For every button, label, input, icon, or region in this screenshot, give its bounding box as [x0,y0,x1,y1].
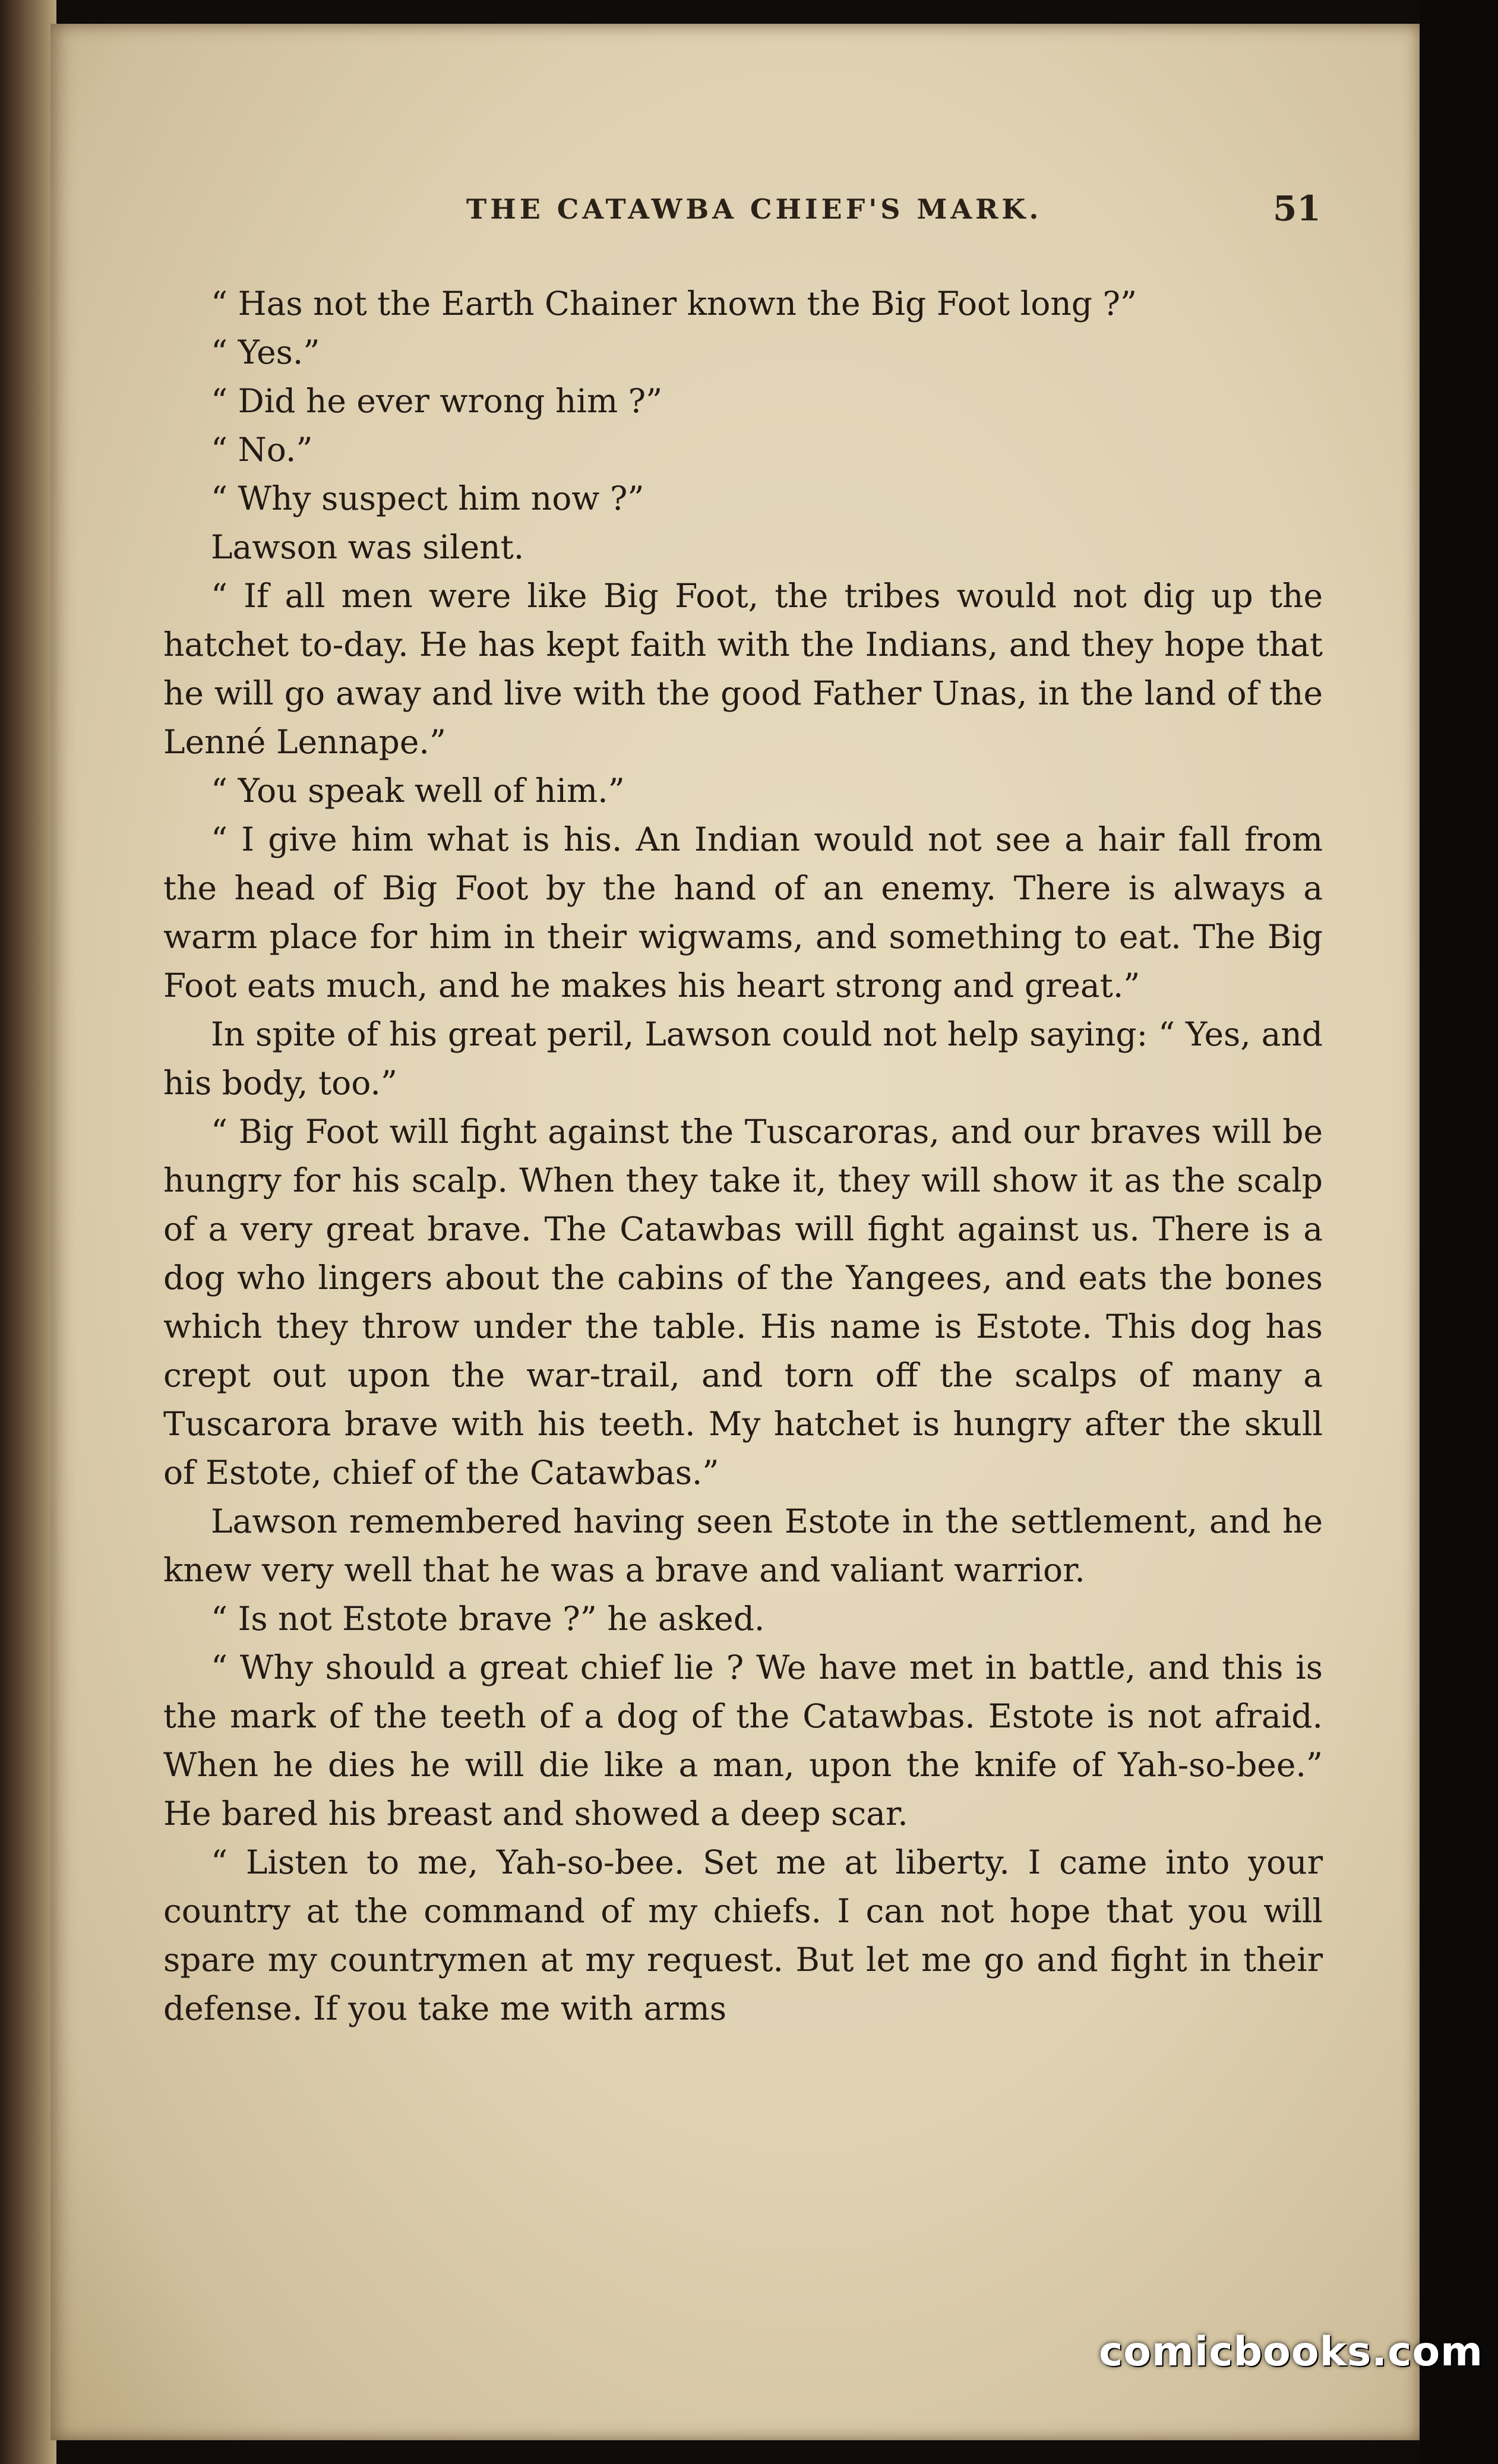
paragraph: “ Did he ever wrong him ?” [211,382,663,420]
paragraph: Lawson remembered having seen Estote in the settlement, and he knew very well that he was a brave and valiant warrior. [163,1502,1323,1589]
paragraph: “ No.” [211,431,313,469]
book-page [50,24,1420,2440]
paragraph: In spite of his great peril, Lawson could not help saying: “ Yes, and his body, too.” [163,1015,1323,1102]
running-title: THE CATAWBA CHIEF'S MARK. [466,193,1042,225]
paragraph: “ Why should a great chief lie ? We have met in battle, and this is the mark of the teeth of a dog of the Catawbas. Estote is not afraid. When he dies he will die like a man, upon the knife of Yah-so-bee.” He bared his breast and showed a deep scar. [163,1648,1323,1833]
page-number: 51 [1273,188,1321,229]
book-spine [0,0,56,2464]
page-edge-shadow [1420,0,1498,2464]
paragraph: “ I give him what is his. An Indian would not see a hair fall from the head of Big Foot by the hand of an enemy. There is always a warm place for him in their wigwams, and something to eat. The Big Foot eats much, and he makes his heart strong and great.” [163,820,1323,1004]
paragraph: “ Big Foot will fight against the Tuscaroras, and our braves will be hungry for his scalp. When they take it, they will show it as the scalp of a very great brave. The Catawbas will fight against us. There is a dog who lingers about the cabins of the Yangees, and eats the bones which they throw under the table. His name is Estote. This dog has crept out upon the war-trail, and torn off the scalps of many a Tuscarora brave with his teeth. My hatchet is hungry after the skull of Estote, chief of the Catawbas.” [163,1113,1323,1492]
paragraph: “ Why suspect him now ?” [211,479,644,517]
paragraph: “ Yes.” [211,333,320,371]
paragraph: “ You speak well of him.” [211,772,625,810]
body-text [163,279,1323,2033]
paragraph: “ If all men were like Big Foot, the tribes would not dig up the hatchet to-day. He has kept faith with the Indians, and they hope that he will go away and live with the good Father Unas, in the land of the Lenné Lennape.” [163,577,1323,761]
paragraph: “ Listen to me, Yah-so-bee. Set me at liberty. I came into your country at the command of my chiefs. I can not hope that you will spare my countrymen at my request. But let me go and fight in their defense. If you take me with arms [163,1843,1323,2027]
paragraph: “ Has not the Earth Chainer known the Big Foot long ?” [211,285,1137,323]
paragraph: Lawson was silent. [211,528,524,566]
watermark: comicbooks.com [1099,2329,1484,2375]
page-header [50,188,1420,235]
paragraph: “ Is not Estote brave ?” he asked. [211,1600,765,1638]
